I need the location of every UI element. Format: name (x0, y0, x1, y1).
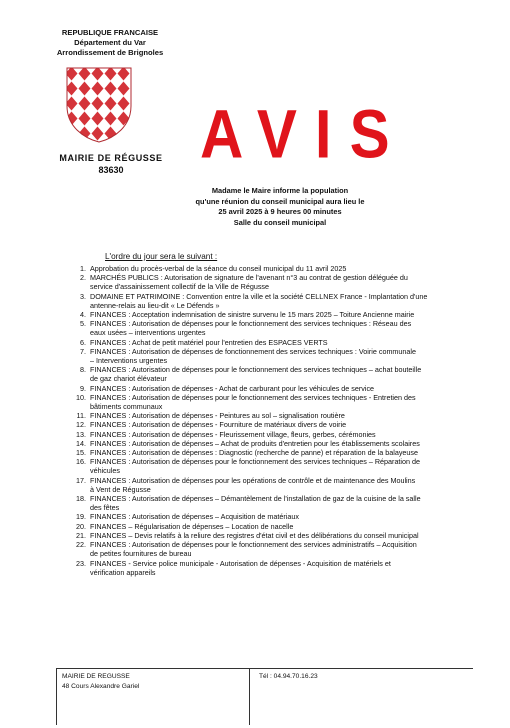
agenda-item-number: 18. (76, 494, 86, 504)
agenda-item-text (90, 512, 472, 521)
agenda-item-number: 19. (76, 512, 86, 522)
announcement-line-2: qu'une réunion du conseil municipal aura lieu le (195, 196, 365, 206)
agenda-item (62, 522, 472, 531)
agenda-list (62, 264, 472, 577)
agenda-item-line: service d'assainissement collectif de la Ville de Régusse (90, 282, 270, 292)
agenda-item-number: 21. (76, 530, 86, 540)
footer-divider (249, 669, 250, 725)
agenda-item-text (90, 393, 472, 411)
agenda-item (62, 338, 472, 347)
agenda-item (62, 531, 472, 540)
agenda-item-text (90, 384, 472, 393)
agenda-item-line: FINANCES : Autorisation de dépenses : Diagnostic (recherche de panne) et réparation de la balayeuse (90, 448, 419, 458)
agenda-item-number: 14. (76, 438, 86, 448)
town-hall-block (30, 152, 192, 176)
agenda-item-line: MARCHÉS PUBLICS : Autorisation de signature de l'avenant n°3 au contrat de gestion déléguée du (90, 273, 408, 283)
agenda-item-text (90, 347, 472, 365)
footer-org: MAIRIE DE REGUSSE (62, 673, 130, 680)
agenda-item (62, 476, 472, 494)
agenda-item-text (90, 448, 472, 457)
footer-street: 48 Cours Alexandre Gariel (62, 683, 140, 690)
agenda-item-number: 13. (76, 429, 86, 439)
agenda-item-number: 10. (76, 392, 86, 402)
agenda-item-number: 6. (80, 337, 86, 347)
agenda-item (62, 347, 472, 365)
agenda-item-line: FINANCES : Autorisation de dépenses pour le fonctionnement des services techniques - Entretien des (90, 392, 416, 402)
agenda-item (62, 393, 472, 411)
agenda-item-text (90, 540, 472, 558)
coat-of-arms-crest (65, 66, 133, 144)
announcement-date: 25 avril 2025 à 9 heures 00 minutes (218, 207, 342, 217)
announcement-location: Salle du conseil municipal (233, 217, 327, 227)
agenda-item-number: 7. (80, 346, 86, 356)
agenda-item-text (90, 531, 472, 540)
agenda-item-line: FINANCES : Autorisation de dépenses pour le fonctionnement des services techniques – achat bouteille (90, 365, 422, 375)
agenda-item-line: FINANCES : Autorisation de dépenses - Achat de carburant pour les véhicules de service (90, 383, 375, 393)
agenda-item (62, 365, 472, 383)
agenda-item-line: des fêtes (90, 503, 120, 513)
agenda-item-number: 17. (76, 475, 86, 485)
meeting-announcement (150, 186, 410, 228)
agenda-item (62, 457, 472, 475)
agenda-item-number: 3. (80, 291, 86, 301)
agenda-item-line: FINANCES : Autorisation de dépenses – Démantèlement de l'installation de gaz de la cuisine de la salle (90, 494, 421, 504)
agenda-item-number: 2. (80, 273, 86, 283)
agenda-item-number: 11. (76, 411, 86, 421)
agenda-item-line: – Interventions urgentes (90, 356, 168, 366)
agenda-item (62, 420, 472, 429)
agenda-item (62, 512, 472, 521)
agenda-item-line: FINANCES : Autorisation de dépenses – Achat de produits d'entretien pour les établissements scolaires (90, 438, 420, 448)
announcement-line-1: Madame le Maire informe la population (211, 186, 349, 195)
agenda-item-line: vérification appareils (90, 567, 156, 577)
town-hall-postcode: 83630 (98, 165, 124, 175)
agenda-item-text (90, 494, 472, 512)
agenda-item-line: FINANCES : Autorisation de dépenses de fonctionnement des services techniques : Voirie communale (90, 346, 417, 356)
agenda-item (62, 273, 472, 291)
notice-title: AVIS (200, 95, 408, 173)
agenda-item-number: 22. (76, 540, 86, 550)
agenda-item-line: Approbation du procès-verbal de la séance du conseil municipal du 11 avril 2025 (90, 264, 347, 273)
agenda-item-text (90, 457, 472, 475)
header-line-arrondissement: Arrondissement de Brignoles (56, 48, 164, 57)
agenda-item-line: FINANCES : Autorisation de dépenses - Peintures au sol – signalisation routière (90, 411, 345, 421)
header-line-republic: REPUBLIQUE FRANCAISE (61, 28, 159, 37)
agenda-item (62, 448, 472, 457)
agenda-item (62, 292, 472, 310)
agenda-item-line: de petites fournitures de bureau (90, 549, 192, 559)
town-hall-name: MAIRIE DE RÉGUSSE (59, 153, 163, 163)
agenda-item-line: FINANCES : Autorisation de dépenses pour le fonctionnement des services administratifs – Acquisition (90, 540, 417, 550)
agenda-item-line: véhicules (90, 466, 120, 476)
agenda-item-line: FINANCES : Acceptation indemnisation de sinistre survenu le 15 mars 2025 – Toiture Ancienne mairie (90, 310, 415, 320)
agenda-item (62, 310, 472, 319)
agenda-item-number: 1. (80, 264, 86, 273)
agenda-item-line: FINANCES – Régularisation de dépenses – Location de nacelle (90, 521, 294, 531)
agenda-item-line: antenne-relais au lieu-dit « Le Défends » (90, 300, 220, 310)
agenda-item-text (90, 559, 472, 577)
agenda-item-number: 4. (80, 310, 86, 320)
agenda-item-line: FINANCES : Autorisation de dépenses - Fleurissement village, fleurs, gerbes, cérémonies (90, 429, 376, 439)
agenda-item-line: FINANCES : Autorisation de dépenses – Acquisition de matériaux (90, 512, 299, 522)
agenda-item (62, 411, 472, 420)
agenda-item-number: 12. (76, 420, 86, 430)
agenda-item-text (90, 310, 472, 319)
agenda-item (62, 439, 472, 448)
agenda-item-number: 20. (76, 521, 86, 531)
agenda-item-text (90, 319, 472, 337)
agenda-item (62, 264, 472, 273)
agenda-item-number: 8. (80, 365, 86, 375)
agenda-item-line: FINANCES : Achat de petit matériel pour l'entretien des ESPACES VERTS (90, 337, 328, 347)
agenda-item-line: FINANCES : Autorisation de dépenses pour le fonctionnement des services techniques : Réseau des (90, 319, 412, 329)
agenda-item-number: 16. (76, 457, 86, 467)
agenda-item-line: à Vent de Régusse (90, 484, 151, 494)
agenda-item-line: FINANCES : Autorisation de dépenses pour le fonctionnement des services techniques – Réparation de (90, 457, 421, 467)
agenda-item-text (90, 365, 472, 383)
agenda-item-text (90, 338, 472, 347)
agenda-item (62, 540, 472, 558)
agenda-item-text (90, 430, 472, 439)
footer-phone: Tél : 04.94.70.16.23 (259, 673, 318, 680)
agenda-heading: L'ordre du jour sera le suivant : (105, 252, 218, 261)
agenda-item-line: FINANCES : Autorisation de dépenses pour les opérations de contrôle et de maintenance des Moulins (90, 475, 416, 485)
agenda-item (62, 559, 472, 577)
agenda-item-line: FINANCES – Devis relatifs à la reliure des registres d'état civil et des délibérations du conseil municipal (90, 530, 419, 540)
agenda-item (62, 384, 472, 393)
agenda-item-text (90, 420, 472, 429)
agenda-item-text (90, 411, 472, 420)
agenda-item-number: 23. (76, 558, 86, 568)
agenda-item-line: FINANCES - Service police municipale - Autorisation de dépenses - Acquisition de matériels et (90, 558, 391, 568)
agenda-item-text (90, 292, 472, 310)
footer-address (62, 672, 139, 692)
agenda-item-number: 5. (80, 319, 86, 329)
agenda-item-text (90, 264, 472, 273)
agenda-item-text (90, 439, 472, 448)
agenda-item-line: eaux usées – interventions urgentes (90, 328, 206, 338)
agenda-item (62, 494, 472, 512)
agenda-item-text (90, 273, 472, 291)
agenda-item-line: bâtiments communaux (90, 402, 163, 412)
agenda-item-text (90, 476, 472, 494)
agenda-item-number: 9. (80, 383, 86, 393)
header-line-department: Département du Var (74, 38, 146, 47)
issuer-header (30, 28, 190, 58)
agenda-item-text (90, 522, 472, 531)
agenda-item (62, 319, 472, 337)
footer-box (56, 668, 473, 725)
agenda-item-line: DOMAINE ET PATRIMOINE : Convention entre la ville et la société CELLNEX France - Implantation d'une (90, 291, 428, 301)
agenda-item-line: FINANCES : Autorisation de dépenses - Fourniture de matériaux divers de voirie (90, 420, 347, 430)
agenda-item-number: 15. (76, 448, 86, 458)
agenda-item-line: de gaz chariot élévateur (90, 374, 167, 384)
agenda-item (62, 430, 472, 439)
